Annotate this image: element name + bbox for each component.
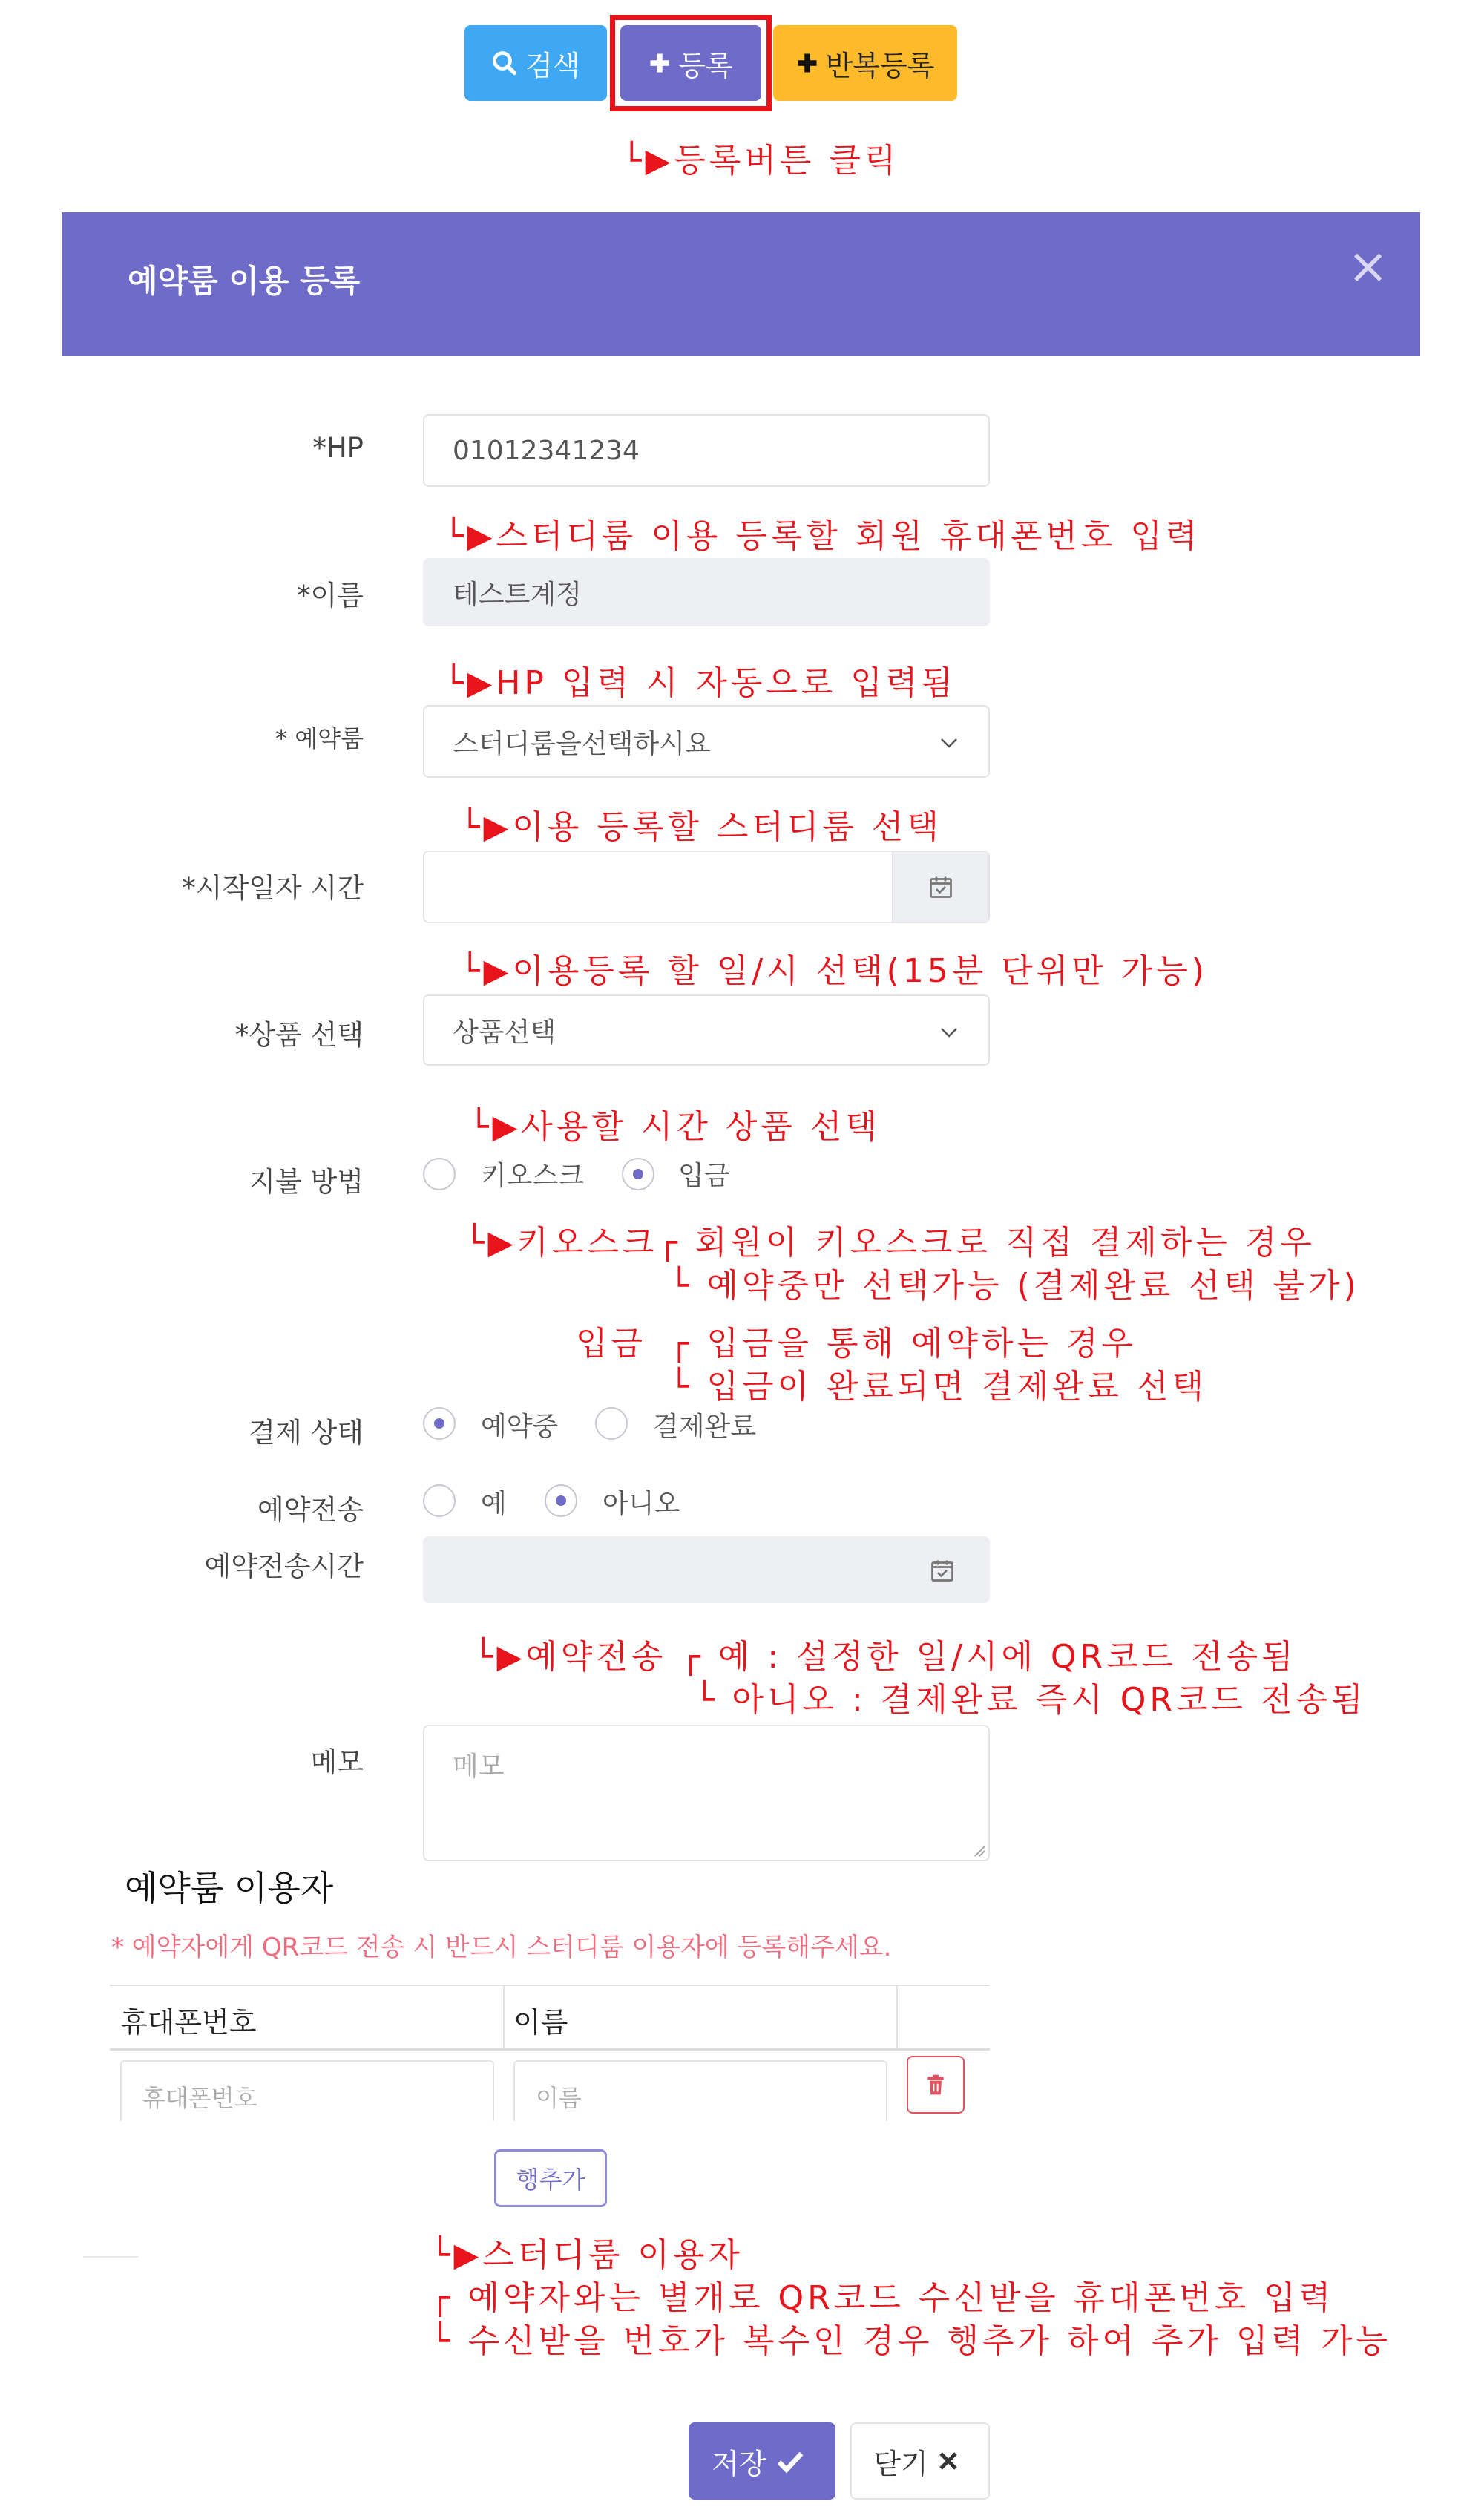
col-header-name: 이름: [513, 2006, 568, 2039]
plus-icon: [796, 52, 818, 74]
kiosk-note-1: └▶키오스크┌ 회원이 키오스크로 직접 결제하는 경우: [464, 1224, 1316, 1262]
modal-header: [62, 212, 1420, 356]
users-note-1: └▶스터디룸 이용자: [430, 2236, 743, 2274]
datetime-note: └▶이용등록 할 일/시 선택(15분 단위만 가능): [460, 952, 1208, 990]
close-icon: [937, 2450, 959, 2472]
status-reserved-label: 예약중: [481, 1412, 559, 1442]
search-icon: [491, 50, 518, 76]
product-label: *상품 선택: [234, 1019, 364, 1051]
add-row-button[interactable]: [494, 2149, 607, 2207]
users-warning: * 예약자에게 QR코드 전송 시 반드시 스터디룸 이용자에 등록해주세요.: [111, 1933, 892, 1962]
payment-status-label: 결제 상태: [249, 1417, 364, 1449]
divider: [83, 2256, 138, 2258]
users-note-3: └ 수신받을 번호가 복수인 경우 행추가 하여 추가 입력 가능: [430, 2322, 1391, 2360]
room-label: * 예약룸: [275, 724, 364, 753]
register-click-note: └▶등록버튼 클릭: [622, 142, 900, 180]
modal-title: 예약룸 이용 등록: [128, 263, 361, 299]
chevron-down-icon: [938, 732, 960, 754]
reservation-send-label: 예약전송: [257, 1494, 364, 1526]
delete-row-button[interactable]: [907, 2056, 965, 2114]
name-label: *이름: [297, 580, 364, 612]
user-name-input[interactable]: [513, 2060, 887, 2121]
close-icon[interactable]: ×: [1347, 237, 1389, 295]
user-name-placeholder: 이름: [536, 2084, 582, 2112]
name-input-value: 테스트계정: [453, 579, 582, 610]
send-note-1: └▶예약전송 ┌ 예 : 설정한 일/시에 QR코드 전송됨: [473, 1638, 1297, 1676]
check-icon: [775, 2446, 805, 2476]
hp-note: └▶스터디룸 이용 등록할 회원 휴대폰번호 입력: [444, 517, 1201, 555]
kiosk-note-2: └ 예약중만 선택가능 (결제완료 선택 불가): [669, 1267, 1360, 1305]
memo-placeholder: 메모: [453, 1751, 505, 1782]
register-button-label: 등록: [678, 49, 733, 82]
search-button[interactable]: [464, 25, 607, 101]
save-button-label: 저장: [712, 2447, 766, 2480]
search-button-label: 검색: [525, 49, 580, 82]
hp-label: *HP: [312, 432, 364, 464]
repeat-register-button[interactable]: [773, 25, 957, 101]
payment-kiosk-radio[interactable]: [423, 1158, 456, 1190]
user-phone-placeholder: 휴대폰번호: [142, 2084, 257, 2112]
col-divider: [896, 1986, 898, 2048]
user-phone-input[interactable]: [120, 2060, 494, 2121]
name-input: [423, 558, 990, 626]
memo-label: 메모: [310, 1746, 364, 1778]
users-table: [110, 1985, 990, 2121]
col-header-phone: 휴대폰번호: [120, 2006, 257, 2039]
close-button-label: 닫기: [873, 2447, 928, 2480]
users-section-title: 예약룸 이용자: [125, 1868, 334, 1908]
plus-icon: [649, 52, 671, 74]
status-paid-label: 결제완료: [653, 1412, 757, 1442]
deposit-note-1: ┌ 입금을 통해 예약하는 경우: [669, 1325, 1137, 1363]
room-select-value: 스터디룸을선택하시요: [453, 728, 711, 759]
payment-deposit-label: 입금: [678, 1161, 730, 1191]
chevron-down-icon: [938, 1021, 960, 1043]
users-note-2: ┌ 예약자와는 별개로 QR코드 수신받을 휴대폰번호 입력: [430, 2279, 1335, 2317]
send-no-radio[interactable]: [545, 1484, 577, 1517]
start-datetime-label: *시작일자 시간: [182, 872, 364, 904]
deposit-note-2: └ 입금이 완료되면 결제완료 선택: [669, 1368, 1207, 1406]
payment-deposit-radio[interactable]: [622, 1158, 654, 1190]
add-row-label: 행추가: [516, 2166, 585, 2194]
hp-input[interactable]: [423, 414, 990, 487]
users-table-header: [110, 1985, 990, 2051]
product-note: └▶사용할 시간 상품 선택: [469, 1108, 881, 1146]
repeat-register-button-label: 반복등록: [825, 49, 935, 82]
start-datetime-input[interactable]: [423, 851, 990, 923]
product-select[interactable]: [423, 994, 990, 1066]
calendar-button[interactable]: [892, 852, 988, 922]
calendar-icon: [929, 1557, 956, 1584]
table-row: [110, 2048, 990, 2121]
room-note: └▶이용 등록할 스터디룸 선택: [460, 808, 942, 846]
send-time-input: [423, 1536, 990, 1603]
payment-kiosk-label: 키오스크: [481, 1161, 585, 1191]
send-yes-label: 예: [481, 1489, 507, 1519]
calendar-icon: [928, 874, 954, 900]
status-paid-radio[interactable]: [595, 1407, 628, 1440]
hp-input-value: 01012341234: [453, 435, 640, 466]
col-divider: [503, 1986, 505, 2048]
register-button[interactable]: [620, 25, 761, 101]
memo-textarea[interactable]: [423, 1725, 990, 1861]
send-yes-radio[interactable]: [423, 1484, 456, 1517]
send-no-label: 아니오: [603, 1489, 680, 1519]
room-select[interactable]: [423, 705, 990, 778]
save-button[interactable]: [689, 2422, 835, 2500]
deposit-note-head: 입금: [576, 1325, 647, 1363]
send-time-label: 예약전송시간: [204, 1550, 364, 1582]
product-select-value: 상품선택: [453, 1017, 556, 1048]
close-button[interactable]: [850, 2422, 990, 2500]
send-note-2: └ 아니오 : 결제완료 즉시 QR코드 전송됨: [695, 1681, 1367, 1719]
trash-icon: [924, 2073, 948, 2097]
status-reserved-radio[interactable]: [423, 1407, 456, 1440]
resize-handle-icon[interactable]: [972, 1844, 985, 1857]
name-note: └▶HP 입력 시 자동으로 입력됨: [444, 664, 956, 702]
payment-method-label: 지불 방법: [249, 1166, 364, 1198]
